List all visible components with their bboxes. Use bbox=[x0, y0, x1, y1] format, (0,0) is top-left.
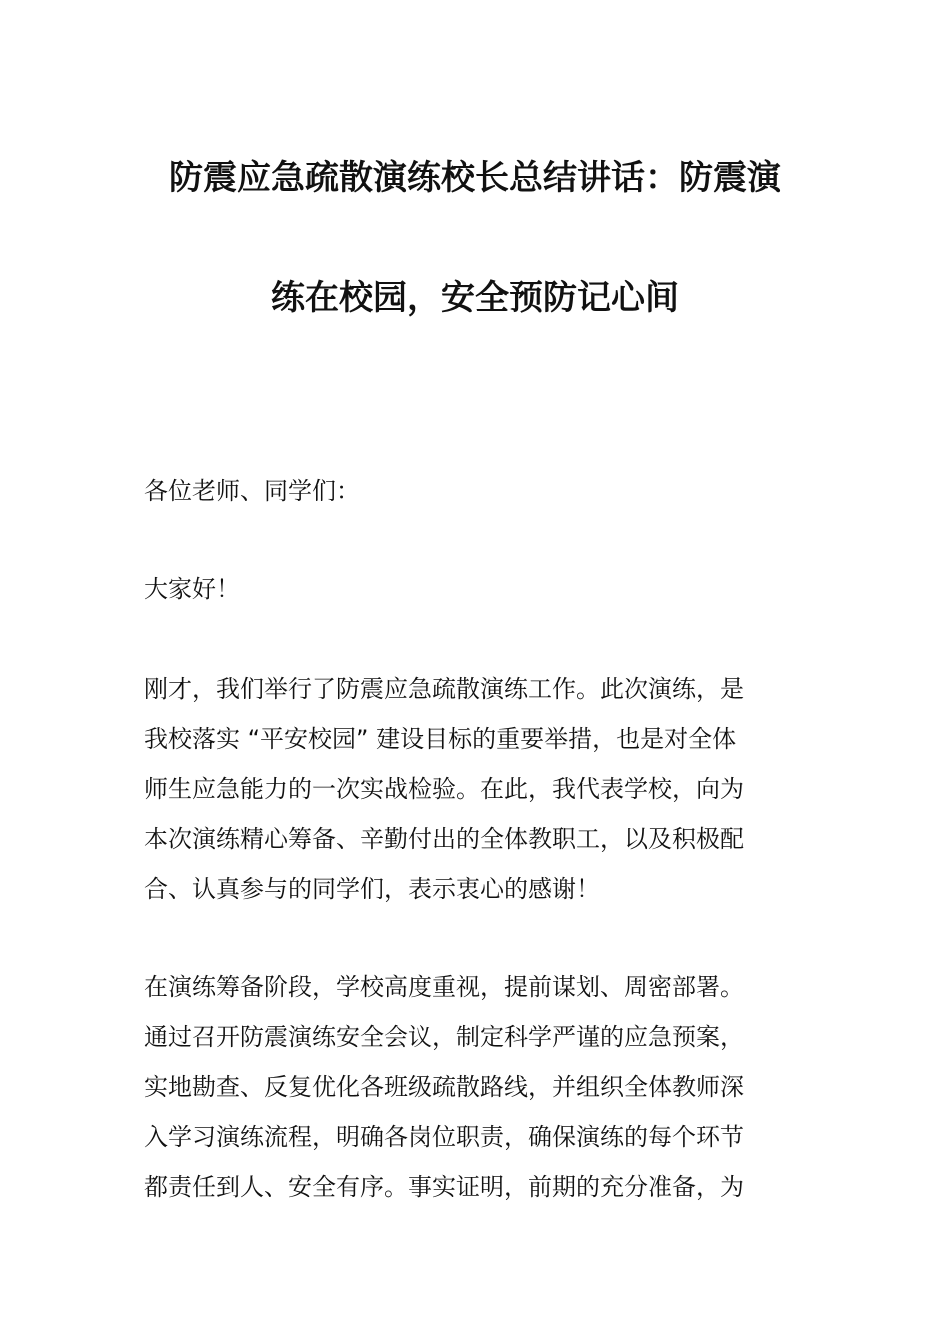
paragraph-2 bbox=[144, 962, 816, 1212]
document-title-line-2: 练在校园，安全预防记心间 bbox=[271, 278, 679, 318]
paragraph-line: 都责任到人、安全有序。事实证明，前期的充分准备，为 bbox=[144, 1173, 744, 1201]
paragraph-line: 师生应急能力的一次实战检验。在此，我代表学校，向为 bbox=[144, 775, 744, 803]
paragraph-line: 刚才，我们举行了防震应急疏散演练工作。此次演练，是 bbox=[144, 675, 744, 703]
paragraph-line: 我校落实 “平安校园” 建设目标的重要举措，也是对全体 bbox=[144, 725, 737, 753]
opening-greeting: 大家好！ bbox=[144, 575, 240, 603]
paragraph-line: 实地勘查、反复优化各班级疏散路线，并组织全体教师深 bbox=[144, 1073, 744, 1101]
document-title-line-1: 防震应急疏散演练校长总结讲话：防震演 bbox=[169, 158, 781, 198]
paragraph-line: 在演练筹备阶段，学校高度重视，提前谋划、周密部署。 bbox=[144, 973, 744, 1001]
paragraph-line: 通过召开防震演练安全会议，制定科学严谨的应急预案， bbox=[144, 1023, 744, 1051]
paragraph-line: 本次演练精心筹备、辛勤付出的全体教职工，以及积极配 bbox=[144, 825, 744, 853]
paragraph-line: 入学习演练流程，明确各岗位职责，确保演练的每个环节 bbox=[144, 1123, 744, 1151]
salutation: 各位老师、同学们： bbox=[144, 477, 360, 505]
paragraph-1 bbox=[144, 664, 816, 914]
paragraph-line: 合、认真参与的同学们，表示衷心的感谢！ bbox=[144, 875, 600, 903]
